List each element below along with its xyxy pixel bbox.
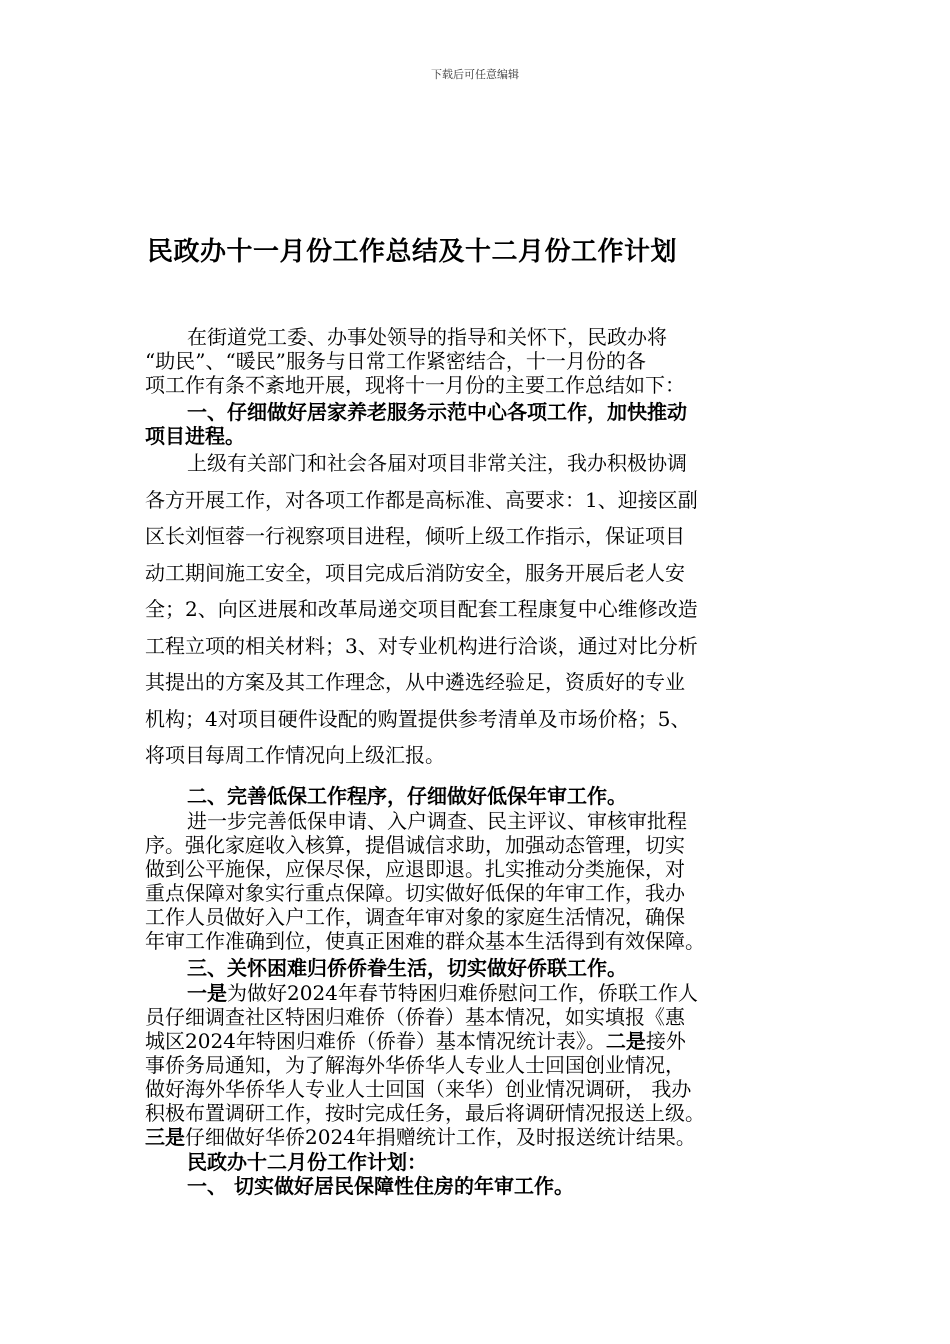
header-note: 下载后可任意编辑 <box>431 68 519 81</box>
body-line: 各方开展工作，对各项工作都是高标准、高要求：1、迎接区副 <box>145 487 698 512</box>
body-line: 工程立项的相关材料；3、对专业机构进行洽谈，通过对比分析 <box>145 633 698 658</box>
section2-heading <box>145 784 805 808</box>
body-line: 工作人员做好入户工作，调查年审对象的家庭生活情况，确保 <box>145 905 685 929</box>
body-text-run: 城区2024年特困归难侨（侨眷）基本情况统计表》。 <box>145 1029 606 1053</box>
section1-heading <box>145 400 805 448</box>
section3-body <box>145 981 805 1149</box>
body-line: 其提出的方案及其工作理念，从中遴选经验足，资质好的专业 <box>145 670 685 694</box>
body-line: 区长刘恒蓉一行视察项目进程，倾听上级工作指示，保证项目 <box>145 524 685 548</box>
body-line: 事侨务局通知，为了解海外华侨华人专业人士回国创业情况， <box>145 1053 685 1077</box>
heading-line: 三、关怀困难归侨侨眷生活，切实做好侨联工作。 <box>187 956 627 980</box>
body-line: 做到公平施保，应保尽保，应退即退。扎实推动分类施保，对 <box>145 857 685 881</box>
section2-body <box>145 809 805 953</box>
body-line: 将项目每周工作情况向上级汇报。 <box>145 743 445 767</box>
heading-line: 一、仔细做好居家养老服务示范中心各项工作，加快推动 <box>187 400 687 424</box>
body-line: 序。强化家庭收入核算，提倡诚信求助，加强动态管理，切实 <box>145 833 685 857</box>
body-line: 进一步完善低保申请、入户调查、民主评议、审核审批程 <box>187 809 687 833</box>
body-line: 重点保障对象实行重点保障。切实做好低保的年审工作，我办 <box>145 881 685 905</box>
body-line <box>145 981 805 1005</box>
body-line <box>145 1125 805 1149</box>
body-line: 机构；4对项目硬件设配的购置提供参考清单及市场价格；5、 <box>145 706 691 731</box>
intro-line: 在街道党工委、办事处领导的指导和关怀下，民政办将 <box>187 325 667 349</box>
body-line: 员仔细调查社区特困归难侨（侨眷）基本情况，如实填报《惠 <box>145 1005 685 1029</box>
plan-heading: 民政办十二月份工作计划： <box>187 1150 427 1174</box>
intro-paragraph <box>145 325 805 397</box>
body-text-run: 接外 <box>645 1029 686 1053</box>
body-line: 年审工作准确到位，使真正困难的群众基本生活得到有效保障。 <box>145 929 705 953</box>
body-line: 动工期间施工安全，项目完成后消防安全，服务开展后老人安 <box>145 560 685 585</box>
body-line: 做好海外华侨华人专业人士回国（来华）创业情况调研， 我办 <box>145 1077 692 1101</box>
intro-line: 项工作有条不紊地开展，现将十一月份的主要工作总结如下： <box>145 373 685 397</box>
body-line: 全；2、向区进展和改革局递交项目配套工程康复中心维修改造 <box>145 597 698 621</box>
body-line: 积极布置调研工作，按时完成任务，最后将调研情况报送上级。 <box>145 1101 705 1125</box>
heading-line: 项目进程。 <box>145 424 245 448</box>
heading-line: 二、完善低保工作程序，仔细做好低保年审工作。 <box>187 784 627 808</box>
document-title: 民政办十一月份工作总结及十二月份工作计划 <box>147 237 678 267</box>
section1-body <box>145 445 805 774</box>
emphasis-first: 一是 <box>187 981 227 1005</box>
body-line: 上级有关部门和社会各届对项目非常关注，我办积极协调 <box>187 451 687 475</box>
intro-line: “助民”、“暖民”服务与日常工作紧密结合，十一月份的各 <box>145 349 646 373</box>
body-text-run: 为做好2024年春节特困归难侨慰问工作，侨联工作人 <box>227 981 698 1005</box>
emphasis-second: 二是 <box>605 1029 646 1053</box>
emphasis-third: 三是 <box>145 1125 185 1149</box>
plan-item-1: 一、 切实做好居民保障性住房的年审工作。 <box>187 1174 574 1198</box>
plan-section <box>145 1150 805 1198</box>
body-text-run: 仔细做好华侨2024年捐赠统计工作，及时报送统计结果。 <box>185 1125 696 1149</box>
body-line <box>145 1029 805 1053</box>
section3-heading <box>145 956 805 980</box>
